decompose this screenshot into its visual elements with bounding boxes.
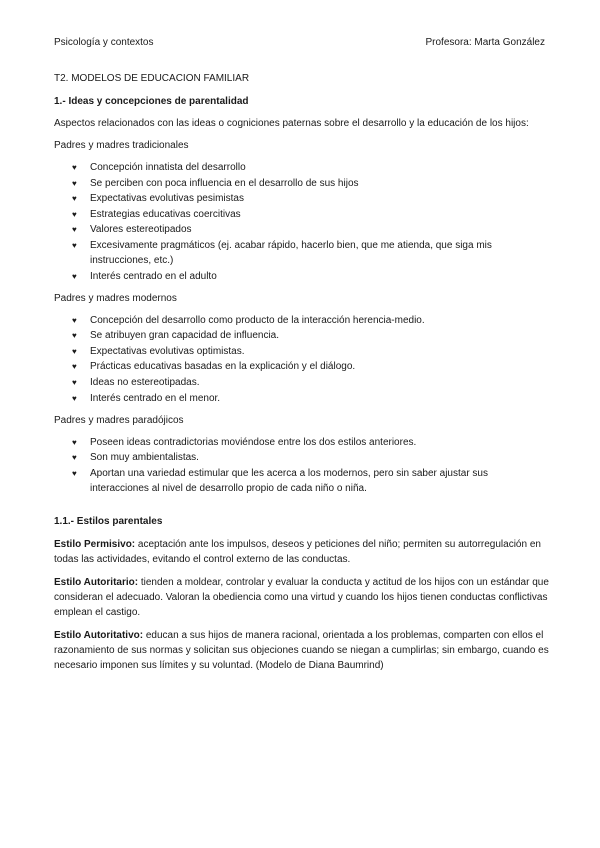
heart-bullet-icon: ♥	[72, 178, 77, 188]
heart-bullet-icon: ♥	[72, 346, 77, 356]
heart-bullet-icon: ♥	[72, 468, 77, 478]
style-term: Estilo Autoritario:	[54, 576, 139, 588]
list-item: ♥ Poseen ideas contradictorias moviéndose entre los dos estilos anteriores.	[72, 436, 417, 448]
style-definition-autoritario	[54, 575, 549, 620]
heart-bullet-icon: ♥	[72, 194, 77, 204]
list-item: ♥ Concepción innatista del desarrollo	[72, 162, 246, 173]
style-text: aceptación ante los impulsos, deseos y peticiones del niño; permiten su autorregulación en todas las actividades, evitando el control externo de las conductas.	[54, 538, 541, 565]
list-paradojicos	[54, 435, 549, 496]
heart-bullet-icon: ♥	[72, 225, 77, 235]
style-term: Estilo Autoritativo:	[54, 629, 144, 641]
document-title: T2. MODELOS DE EDUCACION FAMILIAR	[54, 73, 250, 84]
group-title-modernos: Padres y madres modernos	[54, 292, 177, 304]
list-item: ♥ Aportan una variedad estimular que les acerca a los modernos, pero sin saber ajustar sus interacciones al nivel de desarrollo propio de cada niño o niña.	[72, 467, 488, 494]
style-definition-permisivo	[54, 537, 549, 567]
header-course: Psicología y contextos	[54, 37, 154, 48]
header-teacher: Profesora: Marta González	[425, 37, 545, 48]
group-title-paradojicos: Padres y madres paradójicos	[54, 414, 184, 426]
heart-bullet-icon: ♥	[72, 362, 77, 372]
style-text: tienden a moldear, controlar y evaluar la conducta y actitud de los hijos con un estándar que consideran el adecuado. Valoran la obediencia como una virtud y cuando los hijos tienen conductas conflictivas emplean el castigo.	[54, 576, 549, 618]
list-item: ♥ Excesivamente pragmáticos (ej. acabar rápido, hacerlo bien, que me atienda, que siga mis instrucciones, etc.)	[72, 239, 492, 266]
list-modernos	[54, 313, 549, 406]
group-title-tradicionales: Padres y madres tradicionales	[54, 140, 189, 151]
style-term: Estilo Permisivo:	[54, 538, 136, 550]
list-item: ♥ Interés centrado en el menor.	[72, 392, 221, 404]
section-intro: Aspectos relacionados con las ideas o cogniciones paternas sobre el desarrollo y la educación de los hijos:	[54, 118, 529, 129]
document-body	[54, 71, 549, 681]
list-item: ♥ Expectativas evolutivas optimistas.	[72, 345, 245, 357]
heart-bullet-icon: ♥	[72, 331, 77, 341]
section-heading-estilos: 1.1.- Estilos parentales	[54, 515, 163, 527]
list-item: ♥ Ideas no estereotipadas.	[72, 376, 200, 388]
list-tradicionales	[54, 160, 549, 284]
list-item: ♥ Valores estereotipados	[72, 224, 192, 236]
style-definition-autoritativo	[54, 628, 549, 673]
list-item: ♥ Son muy ambientalistas.	[72, 452, 199, 464]
heart-bullet-icon: ♥	[72, 163, 77, 172]
style-text: educan a sus hijos de manera racional, orientada a los problemas, comparten con ellos el razonamiento de sus normas y solicitan sus objeciones cuando se niegan a cumplirlas; sin embargo, cuando es necesario imponen sus límites y su voluntad. (Modelo de Diana Baumrind)	[54, 629, 549, 671]
heart-bullet-icon: ♥	[72, 240, 77, 250]
list-item: ♥ Expectativas evolutivas pesimistas	[72, 193, 244, 205]
heart-bullet-icon: ♥	[72, 377, 77, 387]
list-item: ♥ Se perciben con poca influencia en el desarrollo de sus hijos	[72, 177, 359, 189]
list-item: ♥ Prácticas educativas basadas en la explicación y el diálogo.	[72, 361, 356, 373]
list-item: ♥ Concepción del desarrollo como producto de la interacción herencia-medio.	[72, 314, 425, 326]
list-item: ♥ Se atribuyen gran capacidad de influencia.	[72, 330, 280, 342]
heart-bullet-icon: ♥	[72, 393, 77, 403]
section-heading-parentalidad: 1.- Ideas y concepciones de parentalidad	[54, 96, 249, 107]
heart-bullet-icon: ♥	[72, 437, 77, 447]
list-item: ♥ Interés centrado en el adulto	[72, 270, 217, 282]
heart-bullet-icon: ♥	[72, 271, 77, 281]
heart-bullet-icon: ♥	[72, 453, 77, 463]
heart-bullet-icon: ♥	[72, 209, 77, 219]
heart-bullet-icon: ♥	[72, 315, 77, 325]
list-item: ♥ Estrategias educativas coercitivas	[72, 208, 241, 220]
